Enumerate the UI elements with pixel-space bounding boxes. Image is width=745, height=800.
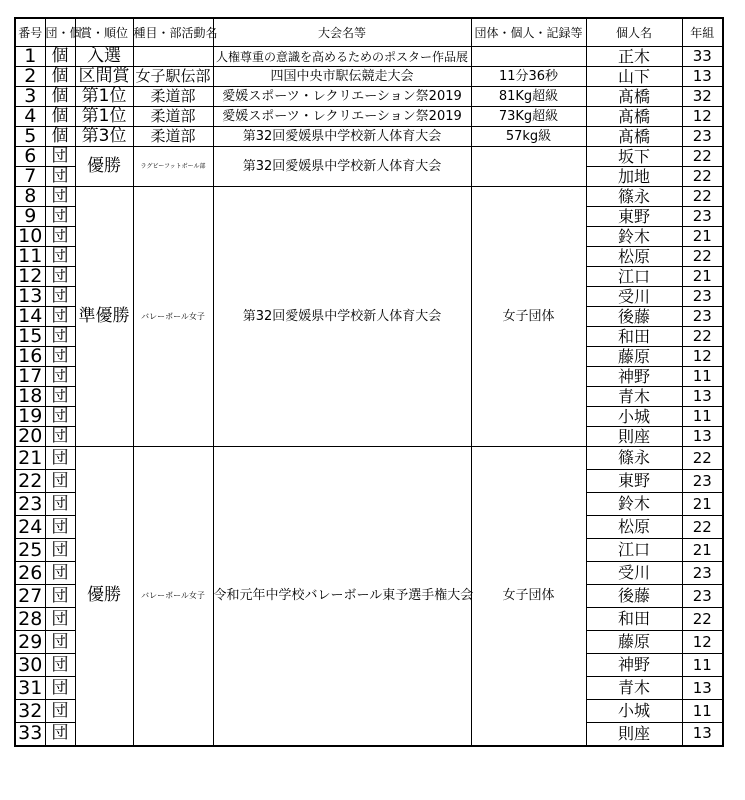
row-type: 個	[45, 107, 75, 127]
row-grade: 13	[682, 387, 723, 407]
group-award: 優勝	[75, 447, 133, 746]
row-number: 6	[15, 147, 45, 167]
row-name: 江口	[586, 267, 682, 287]
row-grade: 21	[682, 493, 723, 516]
row-type: 団	[45, 407, 75, 427]
row-type: 団	[45, 493, 75, 516]
table-row	[15, 47, 723, 67]
row-number: 1	[15, 47, 45, 67]
row-grade: 23	[682, 470, 723, 493]
group-dept: ラグビーフットボール部	[133, 147, 213, 187]
row-event: 愛媛スポーツ・レクリエーション祭2019	[213, 107, 471, 127]
row-name: 小城	[586, 407, 682, 427]
row-number: 5	[15, 127, 45, 147]
row-number: 21	[15, 447, 45, 470]
row-number: 27	[15, 585, 45, 608]
row-dept: 柔道部	[133, 107, 213, 127]
row-record	[471, 47, 586, 67]
row-grade: 22	[682, 147, 723, 167]
row-number: 20	[15, 427, 45, 447]
row-number: 24	[15, 516, 45, 539]
group-dept: バレーボール女子	[133, 447, 213, 746]
row-record: 57kg級	[471, 127, 586, 147]
row-grade: 11	[682, 700, 723, 723]
table-row	[15, 107, 723, 127]
row-name: 和田	[586, 327, 682, 347]
row-name: 正木	[586, 47, 682, 67]
row-name: 髙橋	[586, 107, 682, 127]
row-number: 30	[15, 654, 45, 677]
row-name: 坂下	[586, 147, 682, 167]
row-number: 26	[15, 562, 45, 585]
row-number: 28	[15, 608, 45, 631]
row-name: 受川	[586, 287, 682, 307]
row-number: 4	[15, 107, 45, 127]
row-name: 鈴木	[586, 493, 682, 516]
table-row	[15, 67, 723, 87]
header-grade: 年組	[682, 18, 723, 47]
row-type: 団	[45, 470, 75, 493]
row-dept: 柔道部	[133, 87, 213, 107]
row-award: 第1位	[75, 107, 133, 127]
row-number: 14	[15, 307, 45, 327]
row-number: 25	[15, 539, 45, 562]
row-number: 10	[15, 227, 45, 247]
row-grade: 22	[682, 516, 723, 539]
row-type: 団	[45, 631, 75, 654]
row-type: 団	[45, 608, 75, 631]
row-type: 団	[45, 539, 75, 562]
row-name: 小城	[586, 700, 682, 723]
row-number: 16	[15, 347, 45, 367]
row-name: 則座	[586, 723, 682, 746]
awards-table	[14, 17, 724, 747]
row-name: 藤原	[586, 347, 682, 367]
row-dept: 女子駅伝部	[133, 67, 213, 87]
row-type: 個	[45, 87, 75, 107]
row-grade: 23	[682, 207, 723, 227]
row-event: 四国中央市駅伝競走大会	[213, 67, 471, 87]
row-number: 22	[15, 470, 45, 493]
group-award: 準優勝	[75, 187, 133, 447]
row-name: 神野	[586, 367, 682, 387]
row-name: 藤原	[586, 631, 682, 654]
row-name: 篠永	[586, 447, 682, 470]
header-dept: 種目・部活動名	[133, 18, 213, 47]
row-award: 入選	[75, 47, 133, 67]
group-award: 優勝	[75, 147, 133, 187]
row-type: 団	[45, 387, 75, 407]
row-grade: 11	[682, 654, 723, 677]
table-row	[15, 447, 723, 470]
row-name: 髙橋	[586, 87, 682, 107]
row-type: 団	[45, 207, 75, 227]
row-grade: 23	[682, 127, 723, 147]
group-record: 女子団体	[471, 447, 586, 746]
row-event: 愛媛スポーツ・レクリエーション祭2019	[213, 87, 471, 107]
row-award: 第3位	[75, 127, 133, 147]
row-type: 団	[45, 327, 75, 347]
row-name: 篠永	[586, 187, 682, 207]
row-name: 青木	[586, 387, 682, 407]
row-type: 団	[45, 247, 75, 267]
header-name: 個人名	[586, 18, 682, 47]
row-number: 2	[15, 67, 45, 87]
group-event: 第32回愛媛県中学校新人体育大会	[213, 187, 471, 447]
row-record: 73Kg超級	[471, 107, 586, 127]
row-name: 江口	[586, 539, 682, 562]
row-grade: 12	[682, 347, 723, 367]
row-grade: 22	[682, 187, 723, 207]
row-type: 団	[45, 447, 75, 470]
row-type: 団	[45, 367, 75, 387]
header-event: 大会名等	[213, 18, 471, 47]
row-grade: 13	[682, 427, 723, 447]
row-grade: 23	[682, 307, 723, 327]
row-grade: 21	[682, 267, 723, 287]
row-number: 19	[15, 407, 45, 427]
table-row	[15, 127, 723, 147]
row-dept	[133, 47, 213, 67]
row-grade: 22	[682, 608, 723, 631]
row-type: 団	[45, 287, 75, 307]
row-type: 団	[45, 700, 75, 723]
row-type: 個	[45, 67, 75, 87]
row-name: 後藤	[586, 585, 682, 608]
row-type: 団	[45, 307, 75, 327]
row-name: 髙橋	[586, 127, 682, 147]
row-type: 団	[45, 347, 75, 367]
row-type: 団	[45, 427, 75, 447]
row-number: 3	[15, 87, 45, 107]
row-number: 23	[15, 493, 45, 516]
row-grade: 22	[682, 247, 723, 267]
row-number: 18	[15, 387, 45, 407]
row-dept: 柔道部	[133, 127, 213, 147]
group-record: 女子団体	[471, 187, 586, 447]
row-name: 神野	[586, 654, 682, 677]
row-grade: 22	[682, 447, 723, 470]
row-grade: 22	[682, 327, 723, 347]
row-record: 11分36秒	[471, 67, 586, 87]
row-name: 加地	[586, 167, 682, 187]
header-award: 賞・順位	[75, 18, 133, 47]
row-type: 団	[45, 147, 75, 167]
row-type: 団	[45, 267, 75, 287]
row-award: 区間賞	[75, 67, 133, 87]
row-number: 32	[15, 700, 45, 723]
table-row	[15, 147, 723, 167]
row-type: 団	[45, 654, 75, 677]
row-grade: 13	[682, 677, 723, 700]
row-name: 松原	[586, 247, 682, 267]
row-grade: 11	[682, 367, 723, 387]
row-type: 団	[45, 562, 75, 585]
row-type: 個	[45, 47, 75, 67]
header-row	[15, 18, 723, 47]
row-number: 11	[15, 247, 45, 267]
row-name: 東野	[586, 207, 682, 227]
group-event: 第32回愛媛県中学校新人体育大会	[213, 147, 471, 187]
row-event: 第32回愛媛県中学校新人体育大会	[213, 127, 471, 147]
row-grade: 12	[682, 107, 723, 127]
row-grade: 23	[682, 287, 723, 307]
row-award: 第1位	[75, 87, 133, 107]
row-grade: 23	[682, 562, 723, 585]
row-name: 鈴木	[586, 227, 682, 247]
row-type: 団	[45, 723, 75, 746]
header-type: 団・個	[45, 18, 75, 47]
group-record	[471, 147, 586, 187]
row-name: 山下	[586, 67, 682, 87]
row-number: 31	[15, 677, 45, 700]
row-name: 和田	[586, 608, 682, 631]
row-event: 人権尊重の意識を高めるためのポスター作品展	[213, 47, 471, 67]
table-row	[15, 87, 723, 107]
row-name: 受川	[586, 562, 682, 585]
row-number: 9	[15, 207, 45, 227]
row-type: 団	[45, 227, 75, 247]
table-body	[15, 47, 723, 746]
header-number: 番号	[15, 18, 45, 47]
row-grade: 21	[682, 539, 723, 562]
row-name: 松原	[586, 516, 682, 539]
row-grade: 32	[682, 87, 723, 107]
row-type: 団	[45, 167, 75, 187]
row-number: 33	[15, 723, 45, 746]
group-event: 令和元年中学校バレーボール東予選手権大会	[213, 447, 471, 746]
row-type: 団	[45, 187, 75, 207]
row-name: 青木	[586, 677, 682, 700]
row-type: 個	[45, 127, 75, 147]
row-number: 15	[15, 327, 45, 347]
row-name: 後藤	[586, 307, 682, 327]
row-number: 17	[15, 367, 45, 387]
row-grade: 13	[682, 723, 723, 746]
row-grade: 33	[682, 47, 723, 67]
row-name: 東野	[586, 470, 682, 493]
row-grade: 12	[682, 631, 723, 654]
row-name: 則座	[586, 427, 682, 447]
row-number: 12	[15, 267, 45, 287]
row-number: 8	[15, 187, 45, 207]
row-number: 29	[15, 631, 45, 654]
header-record: 団体・個人・記録等	[471, 18, 586, 47]
row-grade: 22	[682, 167, 723, 187]
row-type: 団	[45, 677, 75, 700]
table-row	[15, 187, 723, 207]
row-type: 団	[45, 585, 75, 608]
row-grade: 11	[682, 407, 723, 427]
row-number: 7	[15, 167, 45, 187]
row-grade: 13	[682, 67, 723, 87]
group-dept: バレーボール女子	[133, 187, 213, 447]
row-grade: 23	[682, 585, 723, 608]
row-grade: 21	[682, 227, 723, 247]
row-type: 団	[45, 516, 75, 539]
row-record: 81Kg超級	[471, 87, 586, 107]
row-number: 13	[15, 287, 45, 307]
